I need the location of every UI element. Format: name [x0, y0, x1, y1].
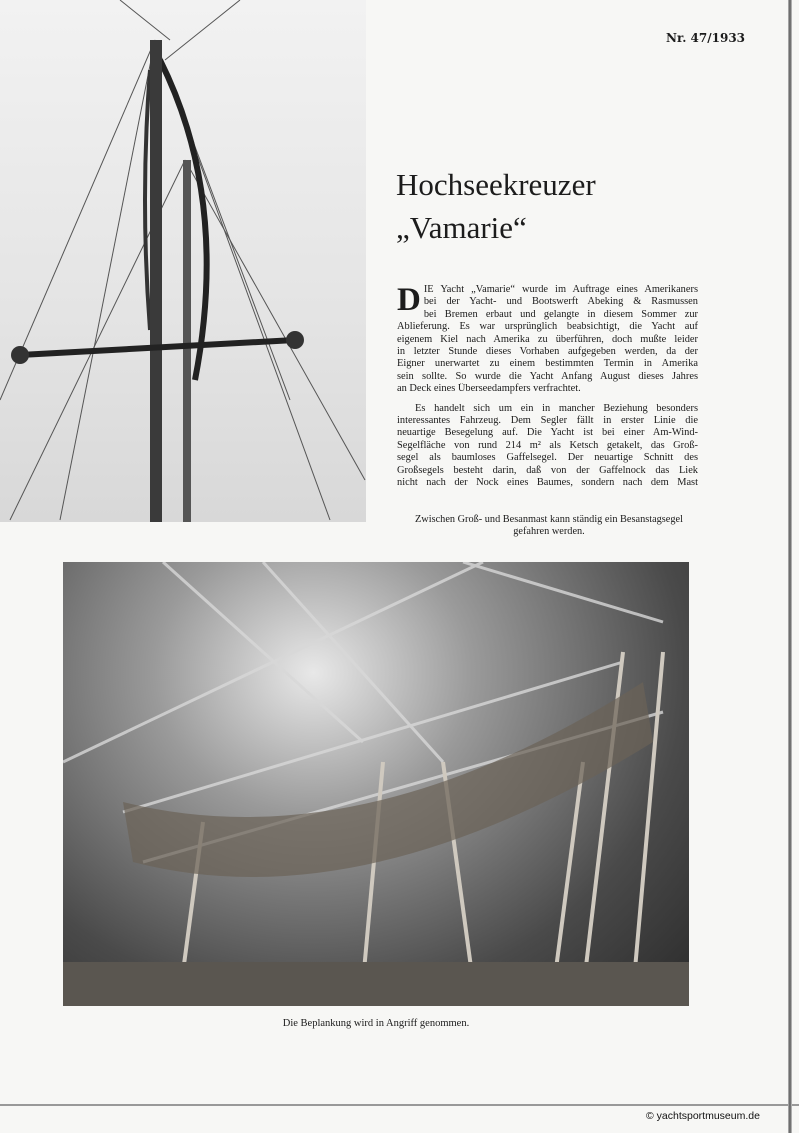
photo-caption-bottom: Die Beplankung wird in Angriff genommen.	[282, 1018, 470, 1029]
text-line: in letzter Stunde dieses Vorhaben aufgegeben werden, da der	[397, 346, 698, 358]
text-line: neuartige Besegelung auf. Die Yacht ist bei einer Am-Wind-	[397, 427, 698, 439]
article-title	[396, 163, 596, 249]
drop-cap: D	[397, 282, 421, 318]
text-line: IE Yacht „Vamarie“ wurde im Auftrage eines Amerikaners	[423, 284, 698, 295]
text-line: bei Bremen erbaut und gelangte in diesem Sommer zur	[423, 308, 698, 320]
text-line: sein sollte. So wurde die Yacht Anfang August dieses Jahres	[397, 370, 698, 382]
paragraph-1	[397, 284, 698, 396]
watermark: © yachtsportmuseum.de	[646, 1110, 760, 1122]
article-body	[397, 284, 698, 490]
text-line: nicht nach der Nock eines Baumes, sondern nach dem Mast	[397, 477, 698, 489]
text-line: Eigner unerwartet zu einem bestimmten Termin in Amerika	[397, 358, 698, 370]
page-bottom-edge	[0, 1104, 799, 1106]
text-line: Großsegels besteht darin, daß von der Gaffelnock das Liek	[397, 464, 698, 476]
text-line: bei der Yacht- und Bootswerft Abeking & Rasmussen	[423, 296, 698, 308]
text-line: interessantes Fahrzeug. Dem Segler fällt in erster Linie die	[397, 415, 698, 427]
text-line: Es handelt sich um ein in mancher Beziehung besonders	[415, 402, 698, 414]
text-line: segel als baumloses Gaffelsegel. Der neuartige Schnitt des	[397, 452, 698, 464]
text-line: Segelfläche von rund 214 m² als Ketsch getakelt, das Groß-	[397, 439, 698, 451]
text-line: Ablieferung. Es war ursprünglich beabsichtigt, die Yacht auf	[397, 321, 698, 333]
photo-caption-top: Zwischen Groß- und Besanmast kann ständig ein Besanstagsegel gefahren werden.	[415, 514, 683, 537]
paragraph-2	[397, 403, 698, 490]
title-line: Hochseekreuzer	[396, 167, 596, 202]
title-line: „Vamarie“	[396, 210, 527, 245]
shipyard-construction-photo	[63, 562, 689, 1006]
mast-rigging-photo	[0, 0, 366, 522]
text-line: an Deck eines Überseedampfers verfrachtet.	[397, 383, 581, 395]
page-right-edge	[788, 0, 792, 1133]
page-number: Nr. 47/1933	[666, 31, 746, 45]
text-line: eigenem Kiel nach Amerika zu überführen, doch mußte leider	[397, 333, 698, 345]
